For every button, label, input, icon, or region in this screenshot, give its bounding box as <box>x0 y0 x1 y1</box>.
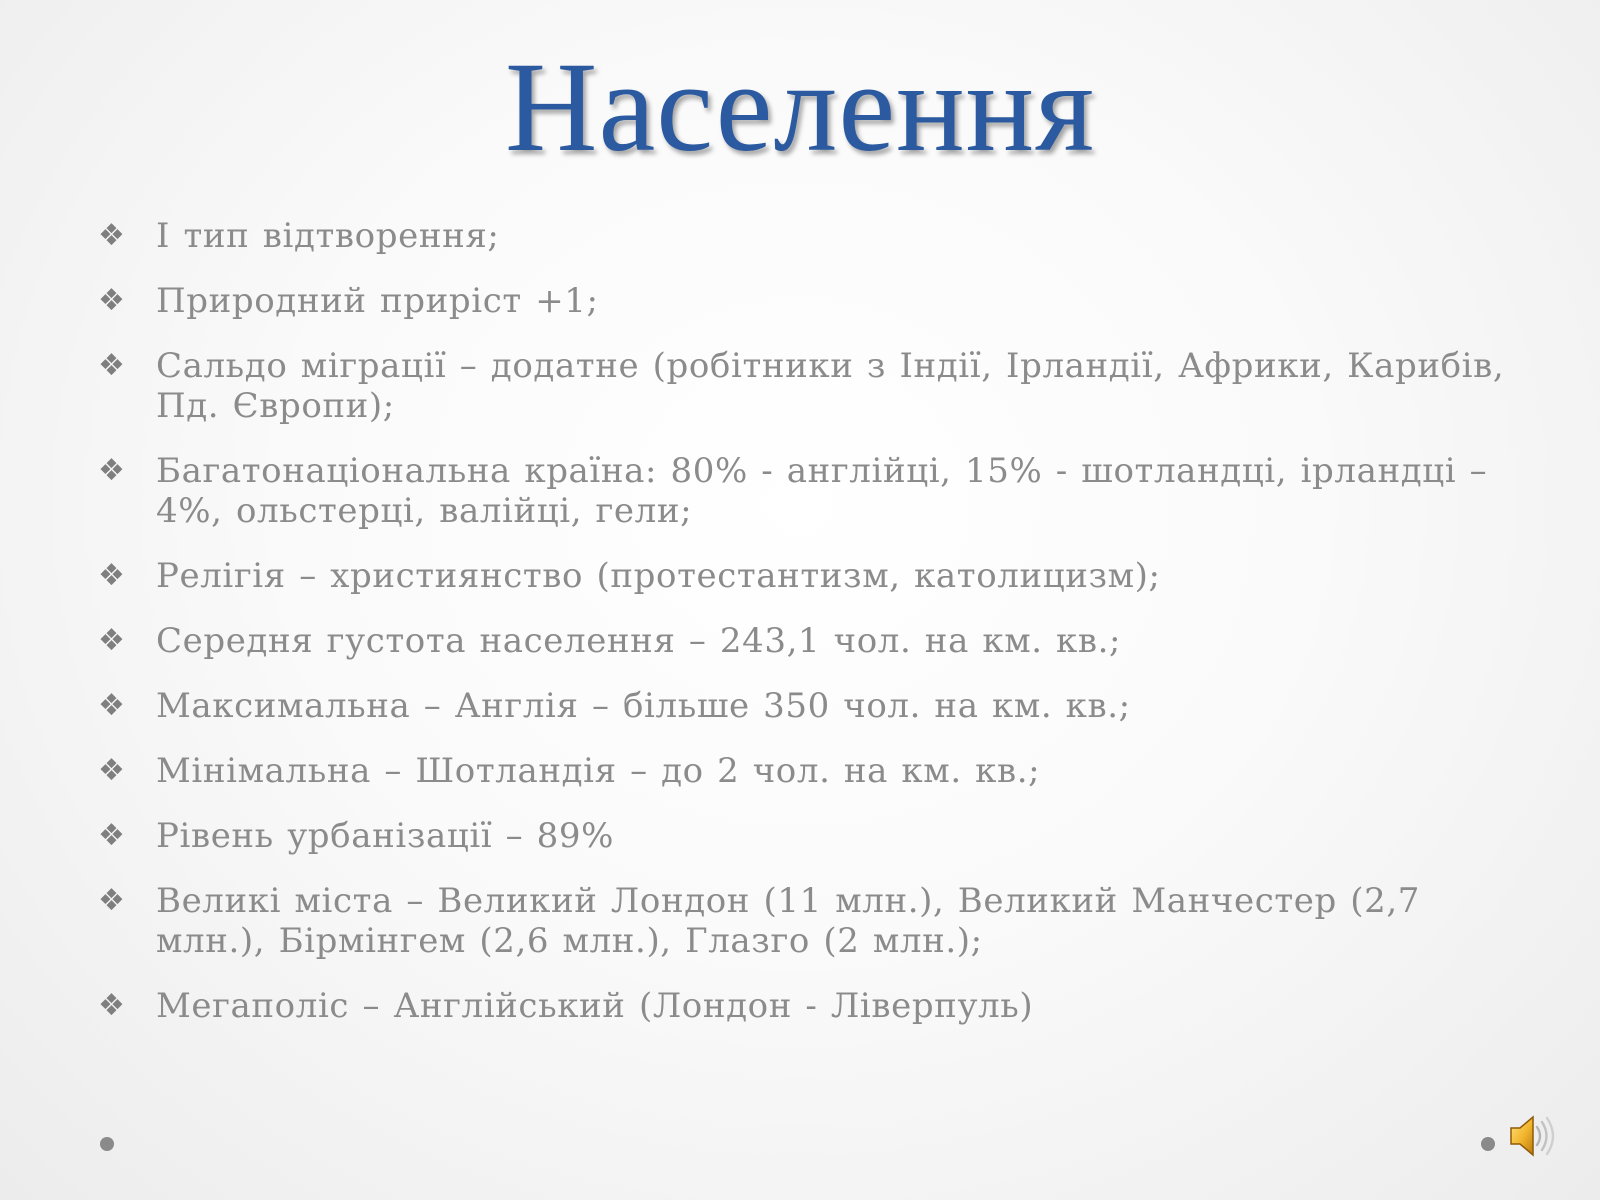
four-diamond-bullet-icon: ❖ <box>98 753 125 788</box>
bullet-text: І тип відтворення; <box>156 216 500 256</box>
four-diamond-bullet-icon: ❖ <box>98 453 125 488</box>
slide-title: Населення <box>505 36 1095 178</box>
list-item <box>98 451 1518 531</box>
bullet-text: Багатонаціональна країна: 80% - англійці, 15% - шотландці, ірландці – 4%, ольстерці, валійці, гели; <box>156 451 1488 531</box>
four-diamond-bullet-icon: ❖ <box>98 818 125 853</box>
bullet-text: Мінімальна – Шотландія – до 2 чол. на км. кв.; <box>156 751 1041 791</box>
list-item <box>98 281 1518 321</box>
list-item <box>98 686 1518 726</box>
bullet-text: Сальдо міграції – додатне (робітники з Індії, Ірландії, Африки, Карибів, Пд. Європи); <box>156 346 1505 426</box>
four-diamond-bullet-icon: ❖ <box>98 623 125 658</box>
corner-dot-right <box>1481 1137 1495 1151</box>
corner-dot-left <box>100 1137 114 1151</box>
list-item <box>98 881 1518 961</box>
list-item <box>98 751 1518 791</box>
bullet-text: Природний приріст +1; <box>156 281 599 321</box>
bullet-list <box>98 216 1518 1051</box>
speaker-icon[interactable] <box>1505 1110 1563 1162</box>
four-diamond-bullet-icon: ❖ <box>98 988 125 1023</box>
bullet-text: Рівень урбанізації – 89% <box>156 816 615 856</box>
four-diamond-bullet-icon: ❖ <box>98 283 125 318</box>
bullet-text: Мегаполіс – Англійський (Лондон - Ліверпуль) <box>156 986 1034 1026</box>
four-diamond-bullet-icon: ❖ <box>98 688 125 723</box>
list-item <box>98 556 1518 596</box>
four-diamond-bullet-icon: ❖ <box>98 348 125 383</box>
four-diamond-bullet-icon: ❖ <box>98 883 125 918</box>
list-item <box>98 216 1518 256</box>
four-diamond-bullet-icon: ❖ <box>98 558 125 593</box>
bullet-text: Релігія – християнство (протестантизм, католицизм); <box>156 556 1161 596</box>
bullet-text: Великі міста – Великий Лондон (11 млн.), Великий Манчестер (2,7 млн.), Бірмінгем (2,6 млн.), Глазго (2 млн.); <box>156 881 1420 961</box>
four-diamond-bullet-icon: ❖ <box>98 218 125 253</box>
list-item <box>98 986 1518 1026</box>
bullet-text: Максимальна – Англія – більше 350 чол. на км. кв.; <box>156 686 1131 726</box>
list-item <box>98 816 1518 856</box>
bullet-text: Середня густота населення – 243,1 чол. на км. кв.; <box>156 621 1122 661</box>
list-item <box>98 621 1518 661</box>
list-item <box>98 346 1518 426</box>
